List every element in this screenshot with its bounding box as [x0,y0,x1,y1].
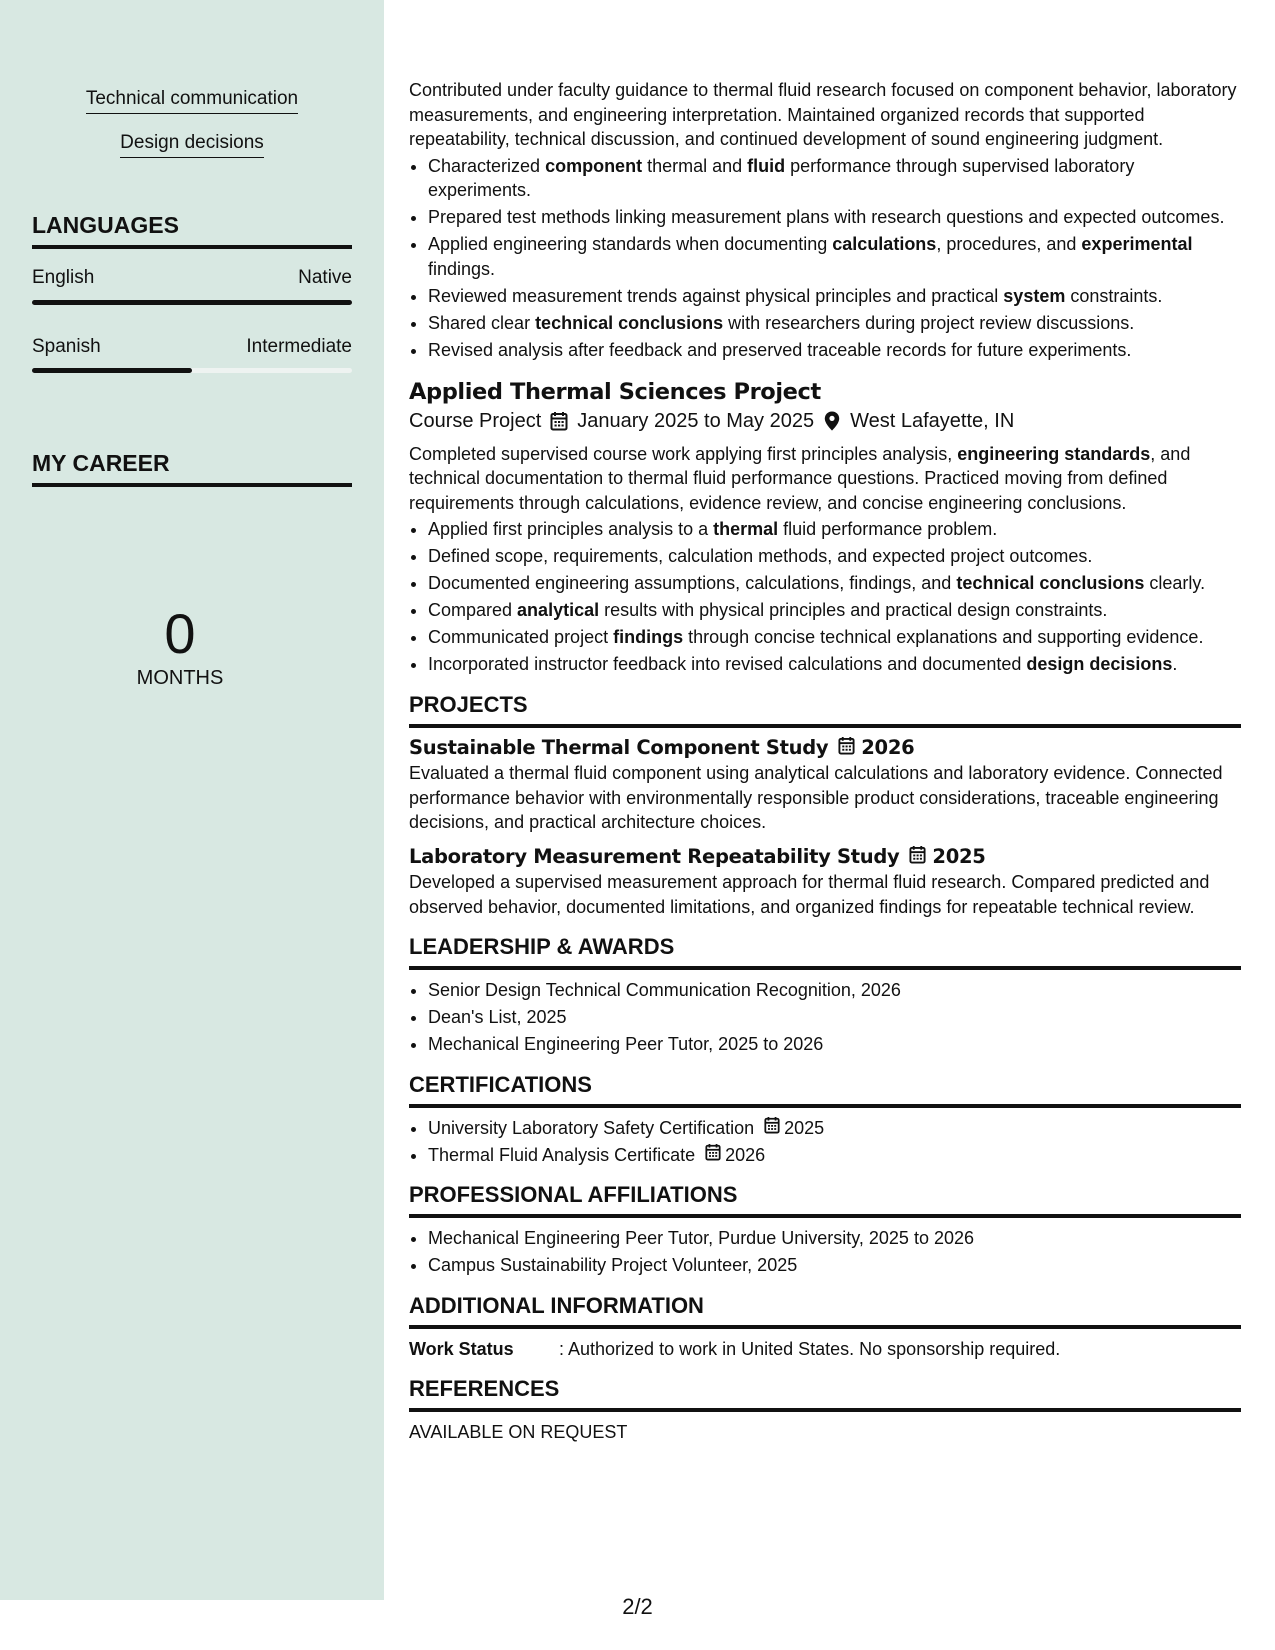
project-description: Developed a supervised measurement approach for thermal fluid research. Compared predicted and observed behavior, documented limitations, and organized findings for repeatable technical review. [409,872,1210,917]
language-proficiency-fill [32,368,192,373]
project-item [409,736,1241,835]
language-level: Intermediate [246,336,352,357]
project-title: Laboratory Measurement Repeatability Study [409,845,900,868]
emphasis-text: technical conclusions [956,573,1145,593]
career-unit: MONTHS [136,667,224,689]
course-project-meta [409,409,1241,434]
bullet-item: • Applied engineering standards when documenting calculations, procedures, and experimental findings. [428,232,1241,281]
awards-list [409,978,1241,1057]
calendar-icon [764,1116,780,1141]
emphasis-text: component [545,155,643,176]
bullet-item: • Applied first principles analysis to a thermal fluid performance problem. [428,517,1241,542]
project-item [409,845,1241,920]
main-content [409,78,1241,1445]
bullet-item: • Compared analytical results with physical principles and practical design constraints. [428,598,1241,623]
certification-year: 2026 [725,1144,766,1165]
certifications-heading: CERTIFICATIONS [409,1071,1241,1108]
award-item: • Senior Design Technical Communication Recognition, 2026 [428,978,1241,1003]
calendar-icon [549,411,569,431]
language-proficiency-bar [32,368,352,373]
certification-item [428,1143,1241,1168]
additional-info-heading: ADDITIONAL INFORMATION [409,1292,1241,1329]
emphasis-text: analytical [517,600,600,620]
languages-heading: LANGUAGES [32,212,352,249]
affiliation-item: • Campus Sustainability Project Volunteer, 2025 [428,1253,1241,1278]
bullet-item: • Documented engineering assumptions, calculations, findings, and technical conclusions clearly. [428,571,1241,596]
affiliations-heading: PROFESSIONAL AFFILIATIONS [409,1181,1241,1218]
affiliation-item: • Mechanical Engineering Peer Tutor, Purdue University, 2025 to 2026 [428,1226,1241,1251]
certification-name: • Thermal Fluid Analysis Certificate [428,1144,696,1165]
project-year: 2026 [861,736,915,759]
calendar-icon [838,736,855,762]
certification-item [428,1116,1241,1141]
work-status-value: : Authorized to work in United States. No sponsorship required. [559,1338,1061,1359]
career-value: 0 [164,602,196,665]
research-bullets [409,154,1241,363]
references-text: AVAILABLE ON REQUEST [409,1422,628,1442]
map-pin-icon [822,411,842,431]
course-project-role: Course Project [409,410,542,432]
emphasis-text: thermal [713,519,779,539]
calendar-icon [705,1143,721,1168]
language-level: Native [298,267,352,288]
course-project-dates: January 2025 to May 2025 [577,410,815,432]
bullet-item: • Defined scope, requirements, calculation methods, and expected project outcomes. [428,544,1241,569]
emphasis-text: fluid [747,155,786,176]
research-summary: Contributed under faculty guidance to thermal fluid research focused on component behavior, laboratory measurements, and engineering interpretation. Maintained organized records that supported repeatability, technical discussion, and continued development of sound engineering judgment. [409,80,1237,149]
bullet-item: • Prepared test methods linking measurement plans with research questions and expected outcomes. [428,205,1241,230]
projects-heading: PROJECTS [409,691,1241,728]
course-project-title: Applied Thermal Sciences Project [409,379,821,405]
project-year: 2025 [932,845,986,868]
skill-item[interactable]: Design decisions [0,132,384,158]
certification-name: • University Laboratory Safety Certification [428,1117,755,1138]
emphasis-text: findings [613,627,684,647]
work-status-label: Work Status [409,1338,514,1359]
bullet-item: • Reviewed measurement trends against physical principles and practical system constraints. [428,284,1241,309]
language-proficiency-bar [32,300,352,305]
project-title: Sustainable Thermal Component Study [409,736,829,759]
emphasis-text: design decisions [1026,654,1173,674]
page-number: 2/2 [622,1594,653,1619]
language-name: Spanish [32,336,101,357]
language-row [32,267,352,289]
certifications-list [409,1116,1241,1168]
course-project-location: West Lafayette, IN [850,410,1015,432]
work-status-row [409,1337,1241,1362]
emphasis-text: calculations [832,234,937,254]
affiliations-list [409,1226,1241,1278]
emphasis-text: experimental [1081,234,1193,254]
skill-item[interactable]: Technical communication [0,88,384,114]
emphasis-text: system [1003,285,1066,306]
bullet-item: • Communicated project findings through concise technical explanations and supporting evidence. [428,625,1241,650]
language-name: English [32,267,95,288]
certification-year: 2025 [784,1117,825,1138]
emphasis-text: technical conclusions [535,312,724,333]
references-heading: REFERENCES [409,1375,1241,1412]
career-heading: MY CAREER [32,450,352,487]
award-item: • Dean's List, 2025 [428,1005,1241,1030]
language-row [32,336,352,358]
sidebar [0,0,384,1600]
course-project-summary: Completed supervised course work applying first principles analysis, engineering standards, and technical documentation to thermal fluid performance questions. Practiced moving from defined requirements through calculations, evidence review, and concise engineering conclusions. [409,443,1191,513]
project-description: Evaluated a thermal fluid component using analytical calculations and laboratory evidence. Connected performance behavior with environmentally responsible product considerations, traceable engineering decisions, and practical architecture choices. [409,763,1223,832]
bullet-item: • Revised analysis after feedback and preserved traceable records for future experiments. [428,338,1241,363]
bullet-item: • Shared clear technical conclusions with researchers during project review discussions. [428,311,1241,336]
bullet-item: • Characterized component thermal and fluid performance through supervised laboratory experiments. [428,154,1241,203]
calendar-icon [909,845,926,871]
emphasis-text: engineering standards [957,443,1151,464]
award-item: • Mechanical Engineering Peer Tutor, 2025 to 2026 [428,1032,1241,1057]
course-project-bullets [409,517,1241,677]
bullet-item: • Incorporated instructor feedback into revised calculations and documented design decisions. [428,652,1241,677]
awards-heading: LEADERSHIP & AWARDS [409,933,1241,970]
language-proficiency-fill [32,300,352,305]
